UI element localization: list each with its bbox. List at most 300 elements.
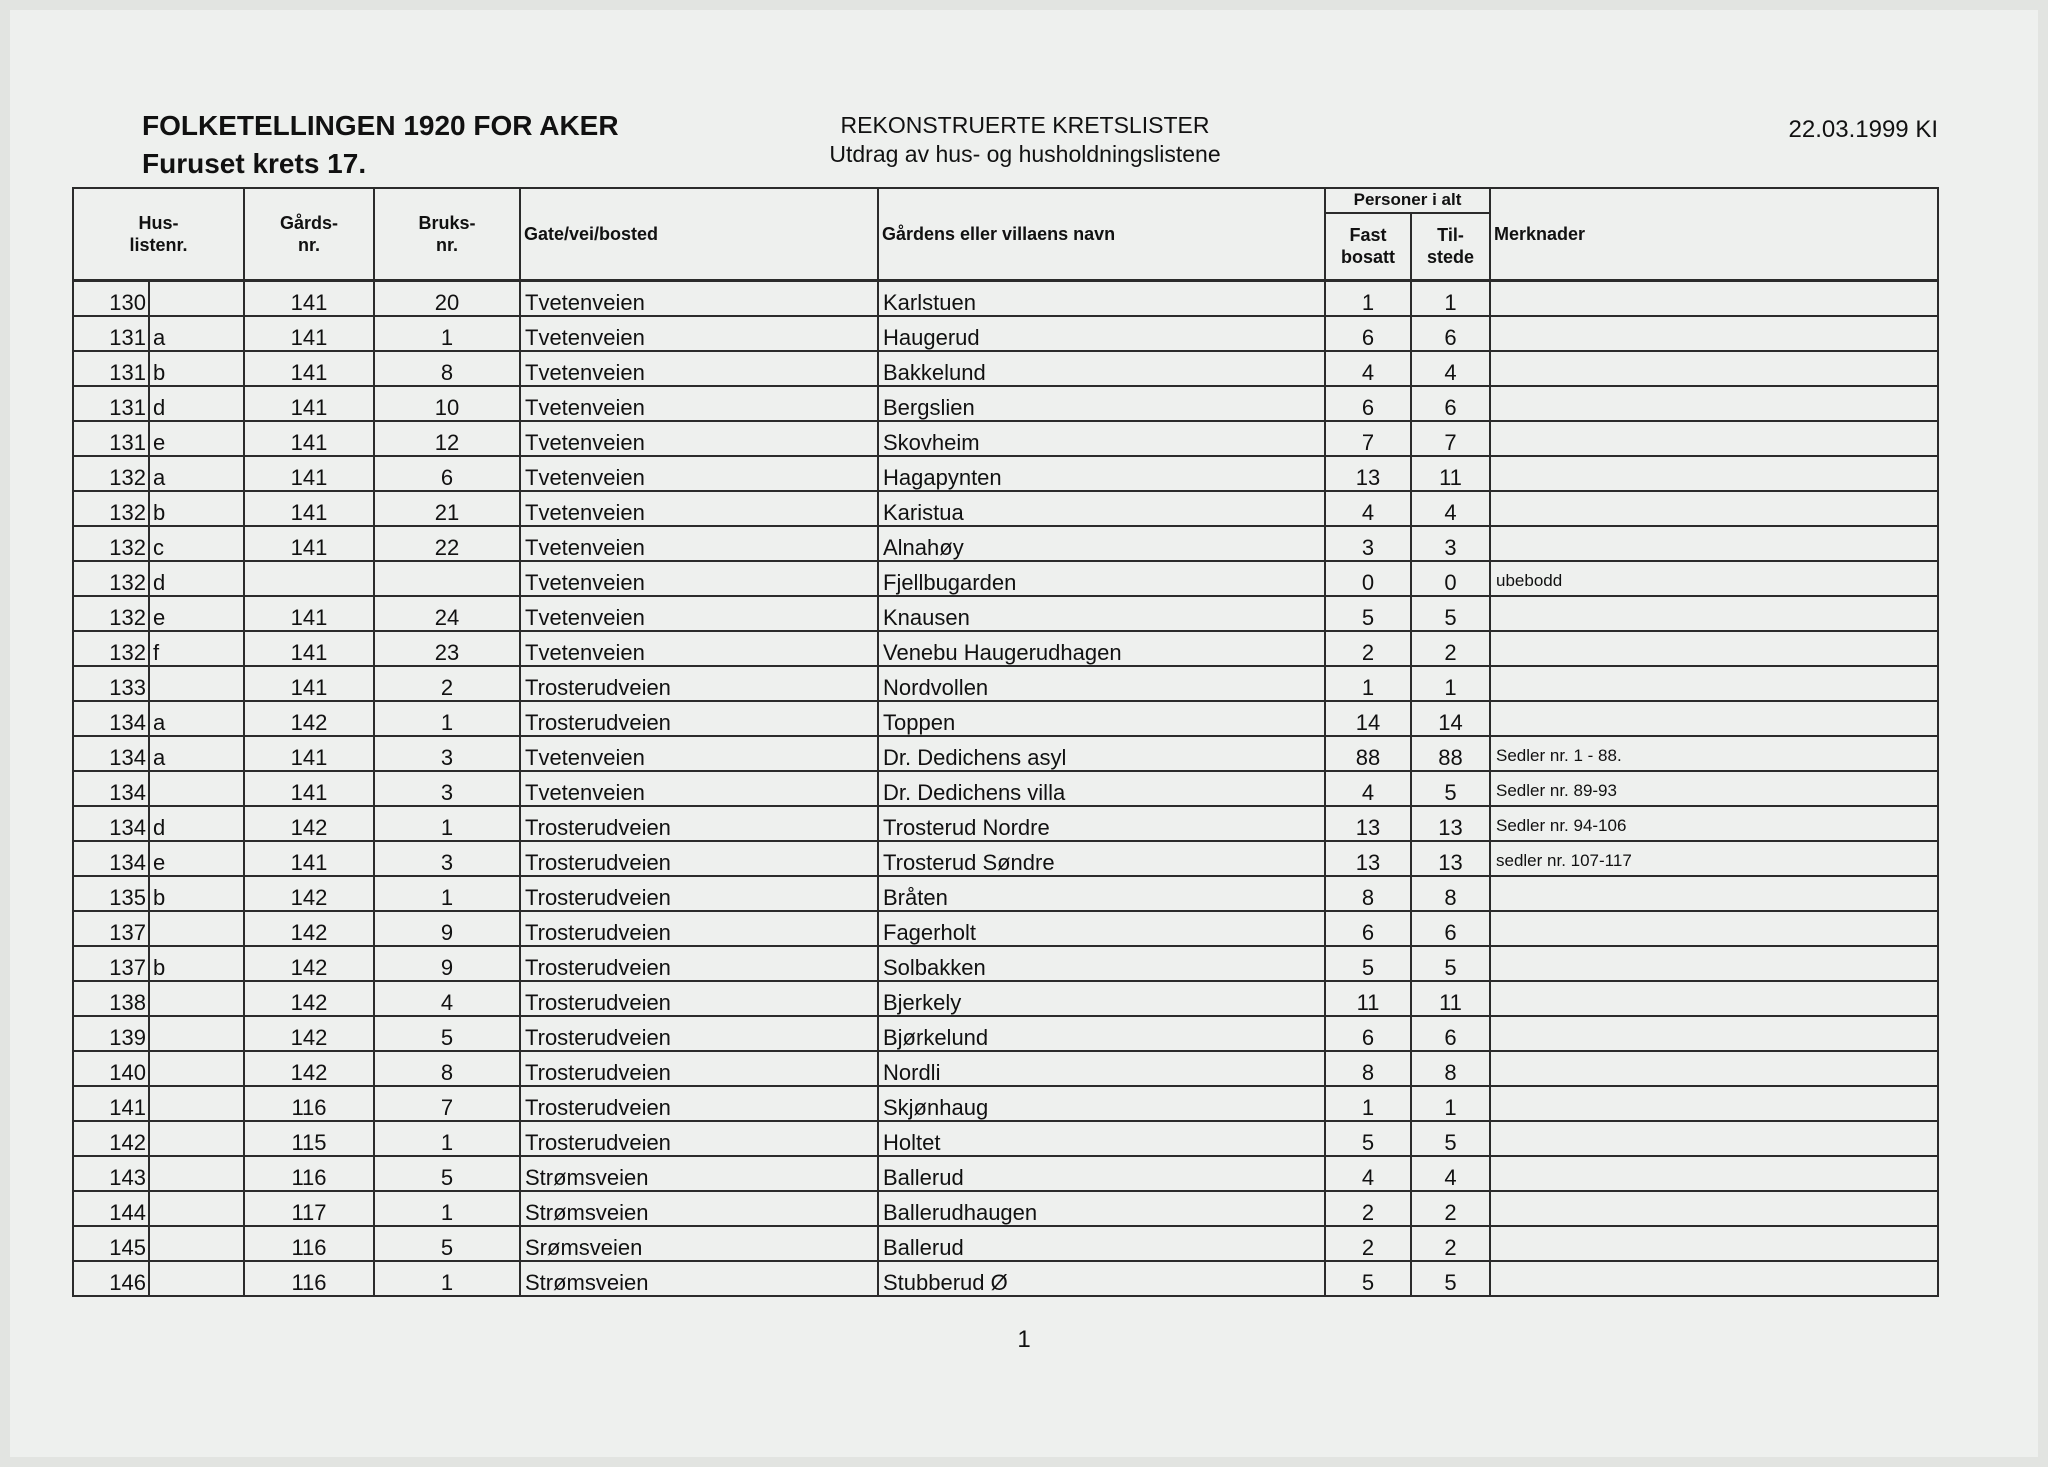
merknad-cell: ubebodd [1490, 561, 1938, 596]
gardsnr-cell: 142 [244, 911, 374, 946]
gardsnr-cell [244, 561, 374, 596]
merknad-cell: Sedler nr. 94-106 [1490, 806, 1938, 841]
table-row [73, 1226, 1938, 1261]
gate-cell: Trosterudveien [520, 1016, 878, 1051]
gardsnavn-cell: Hagapynten [878, 456, 1325, 491]
header-bruksnr [374, 188, 520, 281]
fast-bosatt-cell: 4 [1325, 351, 1411, 386]
gardsnr-cell: 116 [244, 1086, 374, 1121]
tilstede-cell: 4 [1411, 1156, 1490, 1191]
husliste-nr-cell: 135 [73, 876, 149, 911]
bruksnr-cell: 8 [374, 1051, 520, 1086]
header-fast-bosatt [1325, 213, 1411, 281]
husliste-nr-cell: 132 [73, 561, 149, 596]
merknad-cell [1490, 911, 1938, 946]
header-tilstede-line1: Til- [1437, 225, 1464, 246]
document-subtitle: Furuset krets 17. [142, 148, 367, 179]
census-table-container [72, 187, 1939, 1297]
husliste-suffix-cell [149, 1121, 244, 1156]
header-fast-line2: bosatt [1341, 247, 1395, 268]
tilstede-cell: 6 [1411, 316, 1490, 351]
gate-cell: Trosterudveien [520, 946, 878, 981]
husliste-suffix-cell: a [149, 316, 244, 351]
header-tilstede [1411, 213, 1490, 281]
header-fast-line1: Fast [1349, 225, 1387, 246]
gardsnavn-cell: Karlstuen [878, 281, 1325, 317]
husliste-suffix-cell: c [149, 526, 244, 561]
tilstede-cell: 5 [1411, 771, 1490, 806]
gate-cell: Trosterudveien [520, 666, 878, 701]
husliste-suffix-cell: d [149, 561, 244, 596]
fast-bosatt-cell: 6 [1325, 316, 1411, 351]
bruksnr-cell: 9 [374, 911, 520, 946]
census-table-body [73, 281, 1938, 1297]
gardsnavn-cell: Bakkelund [878, 351, 1325, 386]
table-row [73, 526, 1938, 561]
husliste-suffix-cell [149, 1051, 244, 1086]
header-gardsnr-line1: Gårds- [279, 213, 339, 233]
husliste-nr-cell: 146 [73, 1261, 149, 1296]
husliste-nr-cell: 144 [73, 1191, 149, 1226]
fast-bosatt-cell: 1 [1325, 666, 1411, 701]
tilstede-cell: 1 [1411, 1086, 1490, 1121]
tilstede-cell: 8 [1411, 876, 1490, 911]
bruksnr-cell: 3 [374, 771, 520, 806]
header-personer: Personer i alt [1325, 188, 1490, 213]
table-row [73, 386, 1938, 421]
table-row [73, 1016, 1938, 1051]
tilstede-cell: 11 [1411, 456, 1490, 491]
tilstede-cell: 88 [1411, 736, 1490, 771]
merknad-cell [1490, 1191, 1938, 1226]
gate-cell: Strømsveien [520, 1156, 878, 1191]
table-row [73, 876, 1938, 911]
husliste-suffix-cell: f [149, 631, 244, 666]
table-row [73, 736, 1938, 771]
list-title: REKONSTRUERTE KRETSLISTER [840, 112, 1210, 138]
tilstede-cell: 1 [1411, 666, 1490, 701]
bruksnr-cell: 21 [374, 491, 520, 526]
husliste-suffix-cell: b [149, 491, 244, 526]
merknad-cell [1490, 876, 1938, 911]
fast-bosatt-cell: 4 [1325, 771, 1411, 806]
merknad-cell [1490, 1261, 1938, 1296]
fast-bosatt-cell: 5 [1325, 946, 1411, 981]
gardsnr-cell: 142 [244, 876, 374, 911]
gardsnr-cell: 141 [244, 666, 374, 701]
gardsnr-cell: 115 [244, 1121, 374, 1156]
tilstede-cell: 1 [1411, 281, 1490, 317]
merknad-cell [1490, 631, 1938, 666]
header-bruksnr-line2: nr. [435, 235, 458, 255]
husliste-suffix-cell [149, 1016, 244, 1051]
husliste-suffix-cell: a [149, 736, 244, 771]
husliste-suffix-cell [149, 1156, 244, 1191]
fast-bosatt-cell: 6 [1325, 386, 1411, 421]
gardsnavn-cell: Skjønhaug [878, 1086, 1325, 1121]
table-row [73, 316, 1938, 351]
header-merknader: Merknader [1490, 188, 1938, 281]
merknad-cell [1490, 351, 1938, 386]
gate-cell: Tvetenveien [520, 491, 878, 526]
gate-cell: Strømsveien [520, 1191, 878, 1226]
bruksnr-cell: 1 [374, 1191, 520, 1226]
table-row [73, 561, 1938, 596]
merknad-cell [1490, 386, 1938, 421]
fast-bosatt-cell: 13 [1325, 841, 1411, 876]
tilstede-cell: 6 [1411, 386, 1490, 421]
gardsnavn-cell: Venebu Haugerudhagen [878, 631, 1325, 666]
census-table [72, 187, 1939, 1297]
table-row [73, 596, 1938, 631]
husliste-suffix-cell: e [149, 421, 244, 456]
table-row [73, 1051, 1938, 1086]
bruksnr-cell: 22 [374, 526, 520, 561]
gardsnr-cell: 116 [244, 1156, 374, 1191]
document-title: FOLKETELLINGEN 1920 FOR AKER [142, 110, 619, 141]
merknad-cell [1490, 981, 1938, 1016]
gate-cell: Trosterudveien [520, 1051, 878, 1086]
merknad-cell [1490, 1016, 1938, 1051]
bruksnr-cell: 2 [374, 666, 520, 701]
fast-bosatt-cell: 5 [1325, 596, 1411, 631]
tilstede-cell: 5 [1411, 1121, 1490, 1156]
gardsnavn-cell: Solbakken [878, 946, 1325, 981]
gate-cell: Trosterudveien [520, 1121, 878, 1156]
gardsnavn-cell: Bjerkely [878, 981, 1325, 1016]
gardsnr-cell: 141 [244, 316, 374, 351]
gate-cell: Tvetenveien [520, 351, 878, 386]
bruksnr-cell: 5 [374, 1016, 520, 1051]
gate-cell: Trosterudveien [520, 841, 878, 876]
gardsnr-cell: 141 [244, 281, 374, 317]
table-row [73, 841, 1938, 876]
header-tilstede-line2: stede [1426, 247, 1475, 268]
bruksnr-cell: 1 [374, 1121, 520, 1156]
gardsnavn-cell: Holtet [878, 1121, 1325, 1156]
merknad-cell [1490, 946, 1938, 981]
table-row [73, 281, 1938, 317]
table-row [73, 421, 1938, 456]
fast-bosatt-cell: 2 [1325, 1191, 1411, 1226]
header-gardsnr-line2: nr. [297, 235, 320, 255]
fast-bosatt-cell: 4 [1325, 491, 1411, 526]
gate-cell: Trosterudveien [520, 806, 878, 841]
bruksnr-cell: 20 [374, 281, 520, 317]
gardsnr-cell: 141 [244, 596, 374, 631]
table-row [73, 806, 1938, 841]
husliste-suffix-cell: e [149, 596, 244, 631]
husliste-suffix-cell [149, 1086, 244, 1121]
gate-cell: Srømsveien [520, 1226, 878, 1261]
gate-cell: Tvetenveien [520, 771, 878, 806]
husliste-nr-cell: 140 [73, 1051, 149, 1086]
husliste-suffix-cell: b [149, 351, 244, 386]
gardsnr-cell: 141 [244, 841, 374, 876]
bruksnr-cell: 1 [374, 1261, 520, 1296]
gardsnr-cell: 142 [244, 701, 374, 736]
fast-bosatt-cell: 4 [1325, 1156, 1411, 1191]
husliste-nr-cell: 141 [73, 1086, 149, 1121]
gardsnr-cell: 116 [244, 1261, 374, 1296]
tilstede-cell: 2 [1411, 631, 1490, 666]
gate-cell: Tvetenveien [520, 386, 878, 421]
tilstede-cell: 6 [1411, 1016, 1490, 1051]
fast-bosatt-cell: 5 [1325, 1121, 1411, 1156]
header-gardsnavn: Gårdens eller villaens navn [878, 188, 1325, 281]
gardsnavn-cell: Trosterud Søndre [878, 841, 1325, 876]
gate-cell: Trosterudveien [520, 911, 878, 946]
husliste-suffix-cell: b [149, 876, 244, 911]
list-subtitle: Utdrag av hus- og husholdningslistene [829, 141, 1221, 167]
gate-cell: Tvetenveien [520, 526, 878, 561]
tilstede-cell: 7 [1411, 421, 1490, 456]
tilstede-cell: 13 [1411, 841, 1490, 876]
fast-bosatt-cell: 13 [1325, 806, 1411, 841]
tilstede-cell: 5 [1411, 946, 1490, 981]
table-row [73, 701, 1938, 736]
bruksnr-cell: 8 [374, 351, 520, 386]
bruksnr-cell: 1 [374, 876, 520, 911]
gardsnavn-cell: Nordli [878, 1051, 1325, 1086]
bruksnr-cell: 9 [374, 946, 520, 981]
bruksnr-cell: 6 [374, 456, 520, 491]
table-row [73, 981, 1938, 1016]
header-husliste-line1: Hus- [138, 213, 179, 233]
header-husliste [73, 188, 244, 281]
bruksnr-cell: 3 [374, 736, 520, 771]
husliste-nr-cell: 134 [73, 806, 149, 841]
tilstede-cell: 4 [1411, 491, 1490, 526]
bruksnr-cell: 24 [374, 596, 520, 631]
fast-bosatt-cell: 11 [1325, 981, 1411, 1016]
fast-bosatt-cell: 1 [1325, 281, 1411, 317]
merknad-cell [1490, 456, 1938, 491]
gardsnavn-cell: Nordvollen [878, 666, 1325, 701]
gardsnavn-cell: Bergslien [878, 386, 1325, 421]
gardsnavn-cell: Ballerudhaugen [878, 1191, 1325, 1226]
gate-cell: Trosterudveien [520, 1086, 878, 1121]
gate-cell: Tvetenveien [520, 736, 878, 771]
merknad-cell [1490, 1226, 1938, 1261]
gate-cell: Trosterudveien [520, 981, 878, 1016]
gate-cell: Tvetenveien [520, 281, 878, 317]
husliste-suffix-cell [149, 1191, 244, 1226]
table-row [73, 631, 1938, 666]
header-bruksnr-line1: Bruks- [418, 213, 476, 233]
page-number: 1 [1017, 1326, 1031, 1353]
table-row [73, 771, 1938, 806]
merknad-cell [1490, 1051, 1938, 1086]
merknad-cell: Sedler nr. 1 - 88. [1490, 736, 1938, 771]
fast-bosatt-cell: 8 [1325, 876, 1411, 911]
gardsnavn-cell: Dr. Dedichens villa [878, 771, 1325, 806]
table-row [73, 946, 1938, 981]
gardsnavn-cell: Knausen [878, 596, 1325, 631]
husliste-nr-cell: 145 [73, 1226, 149, 1261]
table-row [73, 1121, 1938, 1156]
tilstede-cell: 4 [1411, 351, 1490, 386]
header-husliste-line2: listenr. [129, 235, 188, 255]
merknad-cell [1490, 281, 1938, 317]
merknad-cell [1490, 666, 1938, 701]
document-page [10, 10, 2038, 1457]
gardsnr-cell: 142 [244, 946, 374, 981]
fast-bosatt-cell: 6 [1325, 1016, 1411, 1051]
header-gardsnr [244, 188, 374, 281]
husliste-suffix-cell: a [149, 701, 244, 736]
husliste-nr-cell: 142 [73, 1121, 149, 1156]
husliste-nr-cell: 132 [73, 491, 149, 526]
husliste-nr-cell: 134 [73, 771, 149, 806]
husliste-nr-cell: 131 [73, 316, 149, 351]
fast-bosatt-cell: 0 [1325, 561, 1411, 596]
merknad-cell [1490, 1156, 1938, 1191]
tilstede-cell: 8 [1411, 1051, 1490, 1086]
table-row [73, 1156, 1938, 1191]
bruksnr-cell: 4 [374, 981, 520, 1016]
husliste-nr-cell: 131 [73, 421, 149, 456]
gardsnavn-cell: Skovheim [878, 421, 1325, 456]
document-date: 22.03.1999 KI [1788, 116, 1938, 143]
fast-bosatt-cell: 5 [1325, 1261, 1411, 1296]
merknad-cell [1490, 1121, 1938, 1156]
husliste-nr-cell: 132 [73, 526, 149, 561]
gardsnr-cell: 142 [244, 806, 374, 841]
husliste-nr-cell: 131 [73, 386, 149, 421]
fast-bosatt-cell: 13 [1325, 456, 1411, 491]
bruksnr-cell: 12 [374, 421, 520, 456]
tilstede-cell: 11 [1411, 981, 1490, 1016]
gardsnavn-cell: Bjørkelund [878, 1016, 1325, 1051]
merknad-cell [1490, 526, 1938, 561]
tilstede-cell: 2 [1411, 1191, 1490, 1226]
bruksnr-cell: 5 [374, 1156, 520, 1191]
bruksnr-cell: 1 [374, 701, 520, 736]
tilstede-cell: 13 [1411, 806, 1490, 841]
tilstede-cell: 5 [1411, 1261, 1490, 1296]
gate-cell: Strømsveien [520, 1261, 878, 1296]
table-row [73, 491, 1938, 526]
merknad-cell [1490, 701, 1938, 736]
gardsnavn-cell: Trosterud Nordre [878, 806, 1325, 841]
tilstede-cell: 14 [1411, 701, 1490, 736]
husliste-suffix-cell: e [149, 841, 244, 876]
gate-cell: Tvetenveien [520, 456, 878, 491]
merknad-cell [1490, 316, 1938, 351]
merknad-cell [1490, 421, 1938, 456]
gate-cell: Tvetenveien [520, 421, 878, 456]
gardsnavn-cell: Fagerholt [878, 911, 1325, 946]
husliste-nr-cell: 134 [73, 841, 149, 876]
gate-cell: Tvetenveien [520, 561, 878, 596]
gardsnavn-cell: Alnahøy [878, 526, 1325, 561]
gardsnr-cell: 141 [244, 631, 374, 666]
gardsnavn-cell: Ballerud [878, 1156, 1325, 1191]
tilstede-cell: 6 [1411, 911, 1490, 946]
husliste-nr-cell: 133 [73, 666, 149, 701]
table-row [73, 1086, 1938, 1121]
bruksnr-cell: 23 [374, 631, 520, 666]
husliste-suffix-cell [149, 1261, 244, 1296]
merknad-cell: sedler nr. 107-117 [1490, 841, 1938, 876]
gardsnavn-cell: Toppen [878, 701, 1325, 736]
merknad-cell [1490, 1086, 1938, 1121]
bruksnr-cell [374, 561, 520, 596]
gate-cell: Trosterudveien [520, 701, 878, 736]
gate-cell: Tvetenveien [520, 596, 878, 631]
table-row [73, 351, 1938, 386]
header-gate: Gate/vei/bosted [520, 188, 878, 281]
gardsnr-cell: 141 [244, 736, 374, 771]
merknad-cell: Sedler nr. 89-93 [1490, 771, 1938, 806]
husliste-nr-cell: 137 [73, 911, 149, 946]
husliste-nr-cell: 132 [73, 456, 149, 491]
table-row [73, 1191, 1938, 1226]
gardsnr-cell: 141 [244, 771, 374, 806]
bruksnr-cell: 5 [374, 1226, 520, 1261]
husliste-nr-cell: 130 [73, 281, 149, 317]
gardsnavn-cell: Dr. Dedichens asyl [878, 736, 1325, 771]
husliste-nr-cell: 139 [73, 1016, 149, 1051]
gate-cell: Tvetenveien [520, 631, 878, 666]
table-row [73, 456, 1938, 491]
husliste-suffix-cell: d [149, 386, 244, 421]
fast-bosatt-cell: 6 [1325, 911, 1411, 946]
gardsnr-cell: 141 [244, 386, 374, 421]
gardsnr-cell: 142 [244, 1051, 374, 1086]
gardsnavn-cell: Stubberud Ø [878, 1261, 1325, 1296]
husliste-nr-cell: 138 [73, 981, 149, 1016]
tilstede-cell: 5 [1411, 596, 1490, 631]
table-row [73, 1261, 1938, 1296]
fast-bosatt-cell: 88 [1325, 736, 1411, 771]
gardsnavn-cell: Ballerud [878, 1226, 1325, 1261]
table-row [73, 911, 1938, 946]
fast-bosatt-cell: 1 [1325, 1086, 1411, 1121]
husliste-nr-cell: 143 [73, 1156, 149, 1191]
tilstede-cell: 3 [1411, 526, 1490, 561]
fast-bosatt-cell: 2 [1325, 1226, 1411, 1261]
husliste-suffix-cell: b [149, 946, 244, 981]
husliste-nr-cell: 132 [73, 596, 149, 631]
bruksnr-cell: 10 [374, 386, 520, 421]
husliste-suffix-cell [149, 981, 244, 1016]
fast-bosatt-cell: 8 [1325, 1051, 1411, 1086]
husliste-suffix-cell [149, 666, 244, 701]
husliste-suffix-cell [149, 281, 244, 317]
tilstede-cell: 0 [1411, 561, 1490, 596]
gardsnr-cell: 116 [244, 1226, 374, 1261]
gate-cell: Trosterudveien [520, 876, 878, 911]
gardsnavn-cell: Fjellbugarden [878, 561, 1325, 596]
gardsnr-cell: 141 [244, 491, 374, 526]
bruksnr-cell: 1 [374, 806, 520, 841]
bruksnr-cell: 7 [374, 1086, 520, 1121]
merknad-cell [1490, 596, 1938, 631]
merknad-cell [1490, 491, 1938, 526]
husliste-nr-cell: 137 [73, 946, 149, 981]
table-row [73, 666, 1938, 701]
husliste-nr-cell: 134 [73, 701, 149, 736]
bruksnr-cell: 1 [374, 316, 520, 351]
gardsnavn-cell: Haugerud [878, 316, 1325, 351]
husliste-nr-cell: 131 [73, 351, 149, 386]
husliste-suffix-cell: d [149, 806, 244, 841]
fast-bosatt-cell: 7 [1325, 421, 1411, 456]
tilstede-cell: 2 [1411, 1226, 1490, 1261]
gardsnr-cell: 141 [244, 526, 374, 561]
